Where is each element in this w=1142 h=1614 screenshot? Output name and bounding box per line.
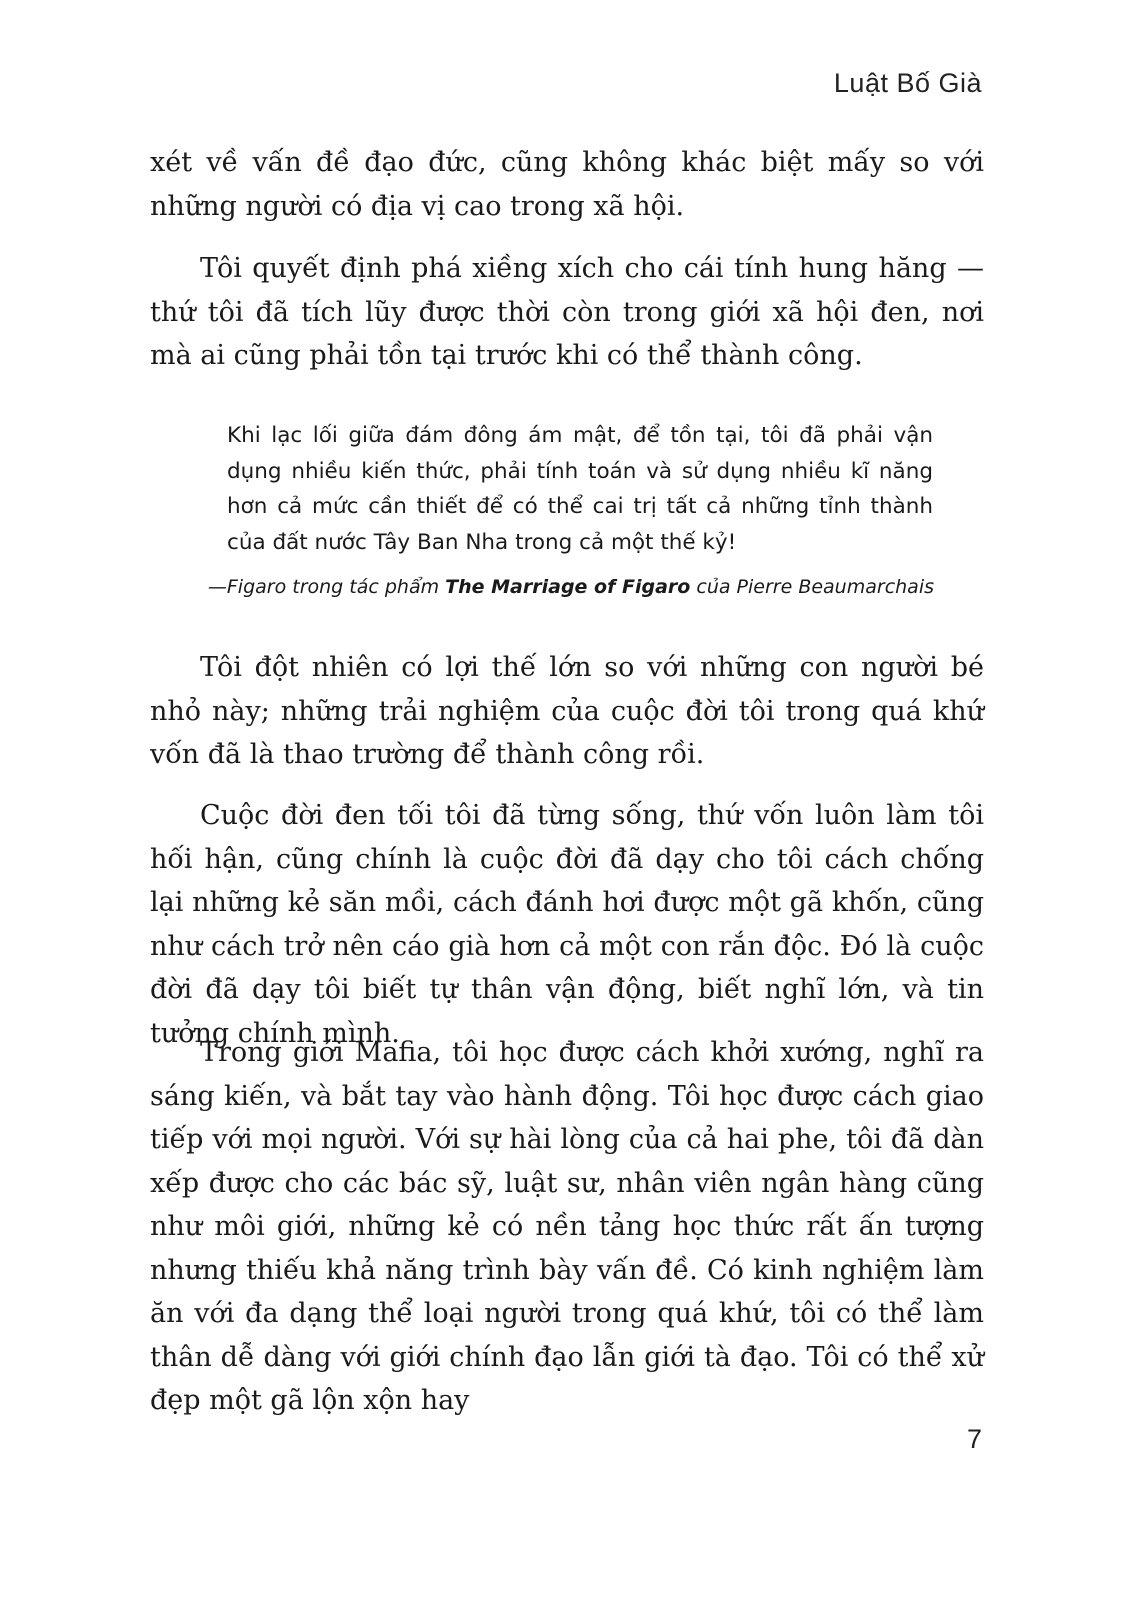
- paragraph-1: xét về vấn đề đạo đức, cũng không khác biệt mấy so với những người có địa vị cao trong xã hội.: [150, 147, 984, 222]
- paragraph-2: Tôi quyết định phá xiềng xích cho cái tính hung hăng — thứ tôi đã tích lũy được thời còn trong giới xã hội đen, nơi mà ai cũng phải tồn tại trước khi có thể thành công.: [150, 253, 984, 371]
- paragraph-3: Tôi đột nhiên có lợi thế lớn so với những con người bé nhỏ này; những trải nghiệm của cuộc đời tôi trong quá khứ vốn đã là thao trường để thành công rồi.: [150, 652, 984, 770]
- quote-attribution: [150, 576, 934, 598]
- paragraph-continuation: [150, 141, 984, 228]
- epigraph-quote: [227, 418, 933, 560]
- running-header-title: Luật Bố Già: [833, 68, 982, 98]
- paragraph-group-4: [150, 794, 984, 1055]
- attribution-prefix: —Figaro trong tác phẩm: [207, 576, 446, 598]
- paragraph-group-5: [150, 1031, 984, 1423]
- attribution-suffix: của Pierre Beaumarchais: [690, 576, 934, 598]
- paragraph-4: Cuộc đời đen tối tôi đã từng sống, thứ vốn luôn làm tôi hối hận, cũng chính là cuộc đời đã dạy cho tôi cách chống lại những kẻ săn mồi, cách đánh hơi được một gã khốn, cũng như cách trở nên cáo già hơn cả một con rắn độc. Đó là cuộc đời đã dạy tôi biết tự thân vận động, biết nghĩ lớn, và tin tưởng chính mình.: [150, 800, 984, 1049]
- paragraph-5: Trong giới Mafia, tôi học được cách khởi xướng, nghĩ ra sáng kiến, và bắt tay vào hành động. Tôi học được cách giao tiếp với mọi người. Với sự hài lòng của cả hai phe, tôi đã dàn xếp được cho các bác sỹ, luật sư, nhân viên ngân hàng cũng như môi giới, những kẻ có nền tảng học thức rất ấn tượng nhưng thiếu khả năng trình bày vấn đề. Có kinh nghiệm làm ăn với đa dạng thể loại người trong quá khứ, tôi có thể làm thân dễ dàng với giới chính đạo lẫn giới tà đạo. Tôi có thể xử đẹp một gã lộn xộn hay: [150, 1037, 984, 1416]
- paragraph-group-3: [150, 646, 984, 777]
- page-number: 7: [966, 1424, 982, 1454]
- quote-text: Khi lạc lối giữa đám đông ám mật, để tồn tại, tôi đã phải vận dụng nhiều kiến thức, phải tính toán và sử dụng nhiều kĩ năng hơn cả mức cần thiết để có thể cai trị tất cả những tỉnh thành của đất nước Tây Ban Nha trong cả một thế kỷ!: [227, 423, 933, 555]
- attribution-work-title: The Marriage of Figaro: [445, 576, 691, 598]
- paragraph-group-2: [150, 247, 984, 378]
